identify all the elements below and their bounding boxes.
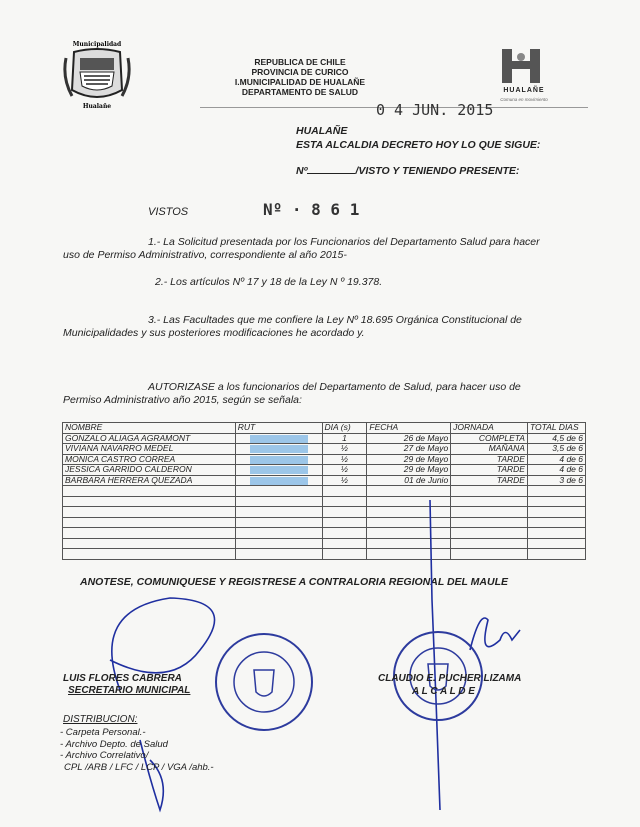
cell-date: 01 de Junio <box>367 475 451 486</box>
cell-days: ½ <box>322 465 367 476</box>
list-item: - Archivo Correlativo/ <box>60 750 149 761</box>
cell-date: 26 de Mayo <box>367 433 451 444</box>
list-item: CPL /ARB / LFC / LCP / VGA /ahb.- <box>64 761 214 773</box>
cell-shift: COMPLETA <box>451 433 528 444</box>
paragraph-3: 3.- Las Facultades que me confiere la Ley Nº 18.695 Orgánica Constitucional de <box>148 314 522 326</box>
mayor-name: CLAUDIO E. PUCHER LIZAMA <box>378 673 522 684</box>
cell-name: VIVIANA NAVARRO MEDEL <box>63 444 236 455</box>
cell-name: GONZALO ALIAGA AGRAMONT <box>63 433 236 444</box>
column-header: TOTAL DIAS <box>527 423 585 434</box>
paragraph-2: 2.- Los artículos Nº 17 y 18 de la Ley N º 19.378. <box>155 276 383 288</box>
cell-date: 27 de Mayo <box>367 444 451 455</box>
secretary-seal <box>212 630 316 734</box>
cell-total: 4 de 6 <box>527 465 585 476</box>
list-item: - Carpeta Personal.- <box>60 727 146 738</box>
cell-name: JESSICA GARRIDO CALDERON <box>63 465 236 476</box>
secretary-title: SECRETARIO MUNICIPAL <box>68 685 191 696</box>
distribution-title: DISTRIBUCION: <box>63 714 138 725</box>
paragraph-4: AUTORIZASE a los funcionarios del Departamento de Salud, para hacer uso de <box>148 381 521 393</box>
cell-shift: MAÑANA <box>451 444 528 455</box>
cell-total: 4 de 6 <box>527 454 585 465</box>
paragraph-4-cont: Permiso Administrativo año 2015, según se señala: <box>63 394 302 406</box>
cell-days: 1 <box>322 433 367 444</box>
paragraph-1: 1.- La Solicitud presentada por los Funcionarios del Departamento Salud para hacer <box>148 236 540 248</box>
cell-total: 3 de 6 <box>527 475 585 486</box>
brand-tagline: Comuna en movimiento <box>500 97 548 102</box>
header-line: REPUBLICA DE CHILE <box>254 57 346 67</box>
svg-text:Municipalidad: Municipalidad <box>72 41 122 48</box>
cell-shift: TARDE <box>451 454 528 465</box>
mayor-title: A L C A L D E <box>412 686 475 697</box>
header-line: DEPARTAMENTO DE SALUD <box>241 87 359 97</box>
vistos-label: VISTOS <box>148 206 189 218</box>
number-label: Nº <box>296 165 308 177</box>
column-header: DIA (s) <box>322 423 367 434</box>
place-name: HUALAÑE <box>296 125 348 137</box>
cell-days: ½ <box>322 454 367 465</box>
brand-name: HUALAÑE <box>503 87 545 94</box>
date-stamp: 0 4 JUN. 2015 <box>376 101 494 119</box>
header-line: I.MUNICIPALIDAD DE HUALAÑE <box>234 77 366 87</box>
cell-name: BARBARA HERRERA QUEZADA <box>63 475 236 486</box>
cell-date: 29 de Mayo <box>367 465 451 476</box>
visto-label: /VISTO Y TENIENDO PRESENTE: <box>355 165 520 177</box>
cell-shift: TARDE <box>451 475 528 486</box>
cell-days: ½ <box>322 475 367 486</box>
secretary-name: LUIS FLORES CABRERA <box>63 673 182 684</box>
list-item: - Archivo Depto. de Salud <box>60 738 168 750</box>
cell-shift: TARDE <box>451 465 528 476</box>
closing-statement: ANOTESE, COMUNIQUESE Y REGISTRESE A CONTRALORIA REGIONAL DEL MAULE <box>80 576 509 588</box>
cell-total: 4,5 de 6 <box>527 433 585 444</box>
cell-days: ½ <box>322 444 367 455</box>
distribution-list <box>60 727 214 773</box>
decree-line: ESTA ALCALDIA DECRETO HOY LO QUE SIGUE: <box>296 139 541 151</box>
header-line: PROVINCIA DE CURICO <box>251 67 349 77</box>
column-header: NOMBRE <box>63 423 236 434</box>
decree-number-stamp: Nº · 8 6 1 <box>263 200 360 219</box>
paragraph-1-cont: uso de Permiso Administrativo, correspondiente al año 2015- <box>63 249 347 261</box>
column-header: JORNADA <box>451 423 528 434</box>
cell-name: MONICA CASTRO CORREA <box>63 454 236 465</box>
svg-text:Hualañe: Hualañe <box>82 103 112 110</box>
column-header: FECHA <box>367 423 451 434</box>
cell-total: 3,5 de 6 <box>527 444 585 455</box>
column-header: RUT <box>235 423 322 434</box>
cell-date: 29 de Mayo <box>367 454 451 465</box>
paragraph-3-cont: Municipalidades y sus posteriores modificaciones he acordado y. <box>63 327 365 339</box>
